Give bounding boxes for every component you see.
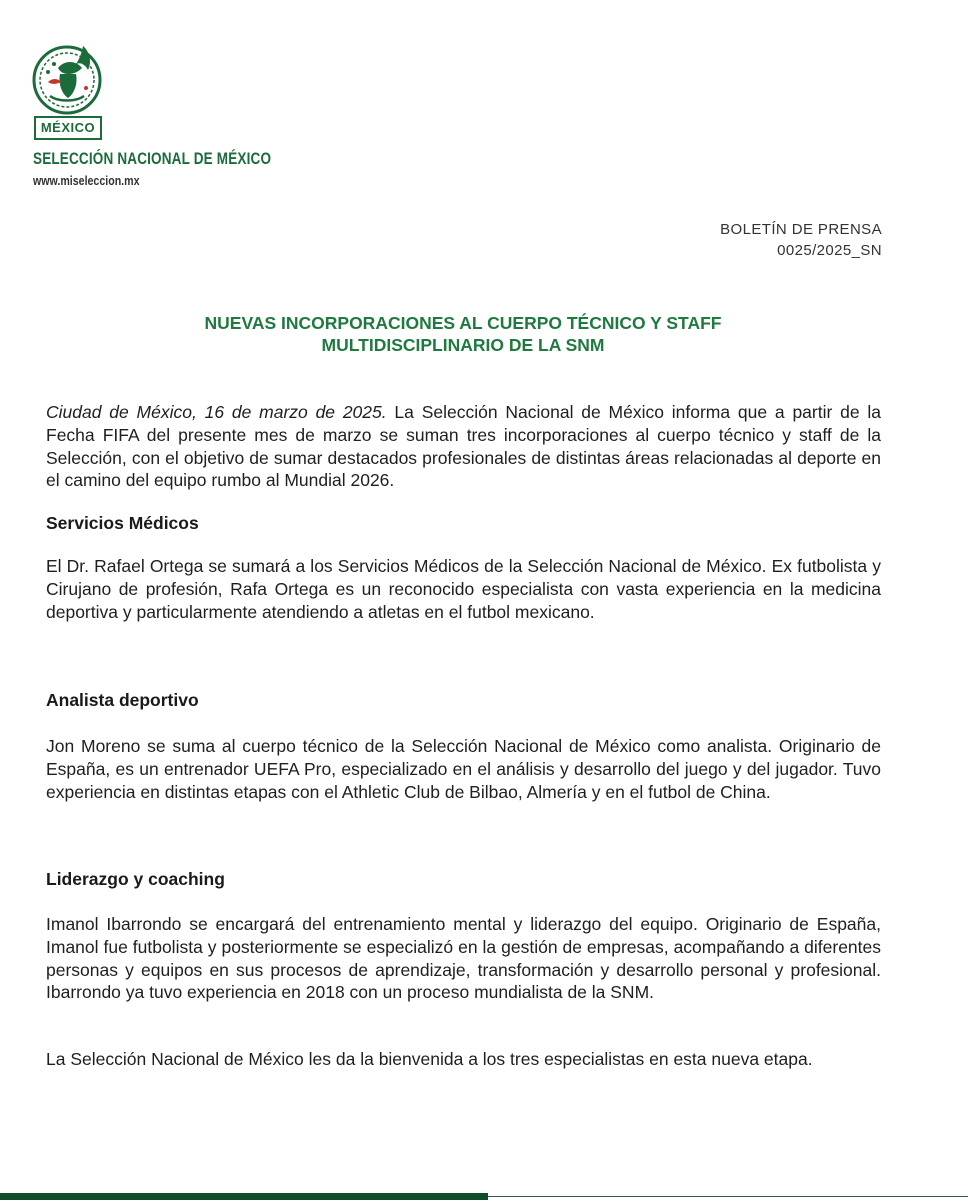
intro-text: La Selección Nacional de México informa que a partir de la Fecha FIFA del presente mes de marzo se suman tres incorporaciones al cuerpo técnico y staff de la Selección, con el objetivo de sumar destacados profesionales de distintas áreas relacionadas al deporte en el camino del equipo rumbo al Mundial 2026. xyxy=(46,402,881,491)
section-paragraph: Jon Moreno se suma al cuerpo técnico de la Selección Nacional de México como analista. Originario de España, es un entrenador UEFA Pro, especializado en el análisis y desarrollo del juego y del jugador. Tuvo experiencia en distintas etapas con el Athletic Club de Bilbao, Almería y en el futbol de China. xyxy=(46,736,881,802)
section-title-medical: Servicios Médicos xyxy=(46,513,199,533)
eagle-crest-icon xyxy=(28,38,106,118)
press-headline xyxy=(0,312,926,356)
footer-divider xyxy=(488,1196,968,1201)
section-text-medical xyxy=(46,555,881,623)
website-url[interactable]: www.miseleccion.mx xyxy=(33,174,140,188)
intro-paragraph xyxy=(46,401,881,492)
bulletin-label: BOLETÍN DE PRENSA xyxy=(720,221,882,238)
bulletin-block xyxy=(720,219,882,261)
headline-line-2: MULTIDISCIPLINARIO DE LA SNM xyxy=(321,335,605,355)
closing-text: La Selección Nacional de México les da la bienvenida a los tres especialistas en esta nueva etapa. xyxy=(46,1049,813,1069)
organization-name: SELECCIÓN NACIONAL DE MÉXICO xyxy=(33,150,272,168)
section-title-analyst: Analista deportivo xyxy=(46,690,199,710)
section-text-coaching xyxy=(46,913,881,1004)
place-date: Ciudad de México, 16 de marzo de 2025. xyxy=(46,402,387,422)
section-paragraph: El Dr. Rafael Ortega se sumará a los Servicios Médicos de la Selección Nacional de México. Ex futbolista y Cirujano de profesión, Rafa Ortega es un reconocido especialista con vasta experiencia en la medicina deportiva y particularmente atendiendo a atletas en el futbol mexicano. xyxy=(46,556,881,622)
bulletin-number: 0025/2025_SN xyxy=(777,242,882,259)
section-title-coaching: Liderazgo y coaching xyxy=(46,869,225,889)
logo-country-label: MÉXICO xyxy=(34,116,102,140)
footer-bar xyxy=(0,1193,488,1200)
section-text-analyst xyxy=(46,735,881,803)
closing-paragraph xyxy=(46,1048,881,1071)
section-paragraph: Imanol Ibarrondo se encargará del entrenamiento mental y liderazgo del equipo. Originario de España, Imanol fue futbolista y posteriormente se especializó en la gestión de empresas, acompañando a diferentes personas y equipos en sus procesos de aprendizaje, transformación y desarrollo personal y profesional. Ibarrondo ya tuvo experiencia en 2018 con un proceso mundialista de la SNM. xyxy=(46,914,881,1003)
headline-line-1: NUEVAS INCORPORACIONES AL CUERPO TÉCNICO Y STAFF xyxy=(204,313,722,333)
